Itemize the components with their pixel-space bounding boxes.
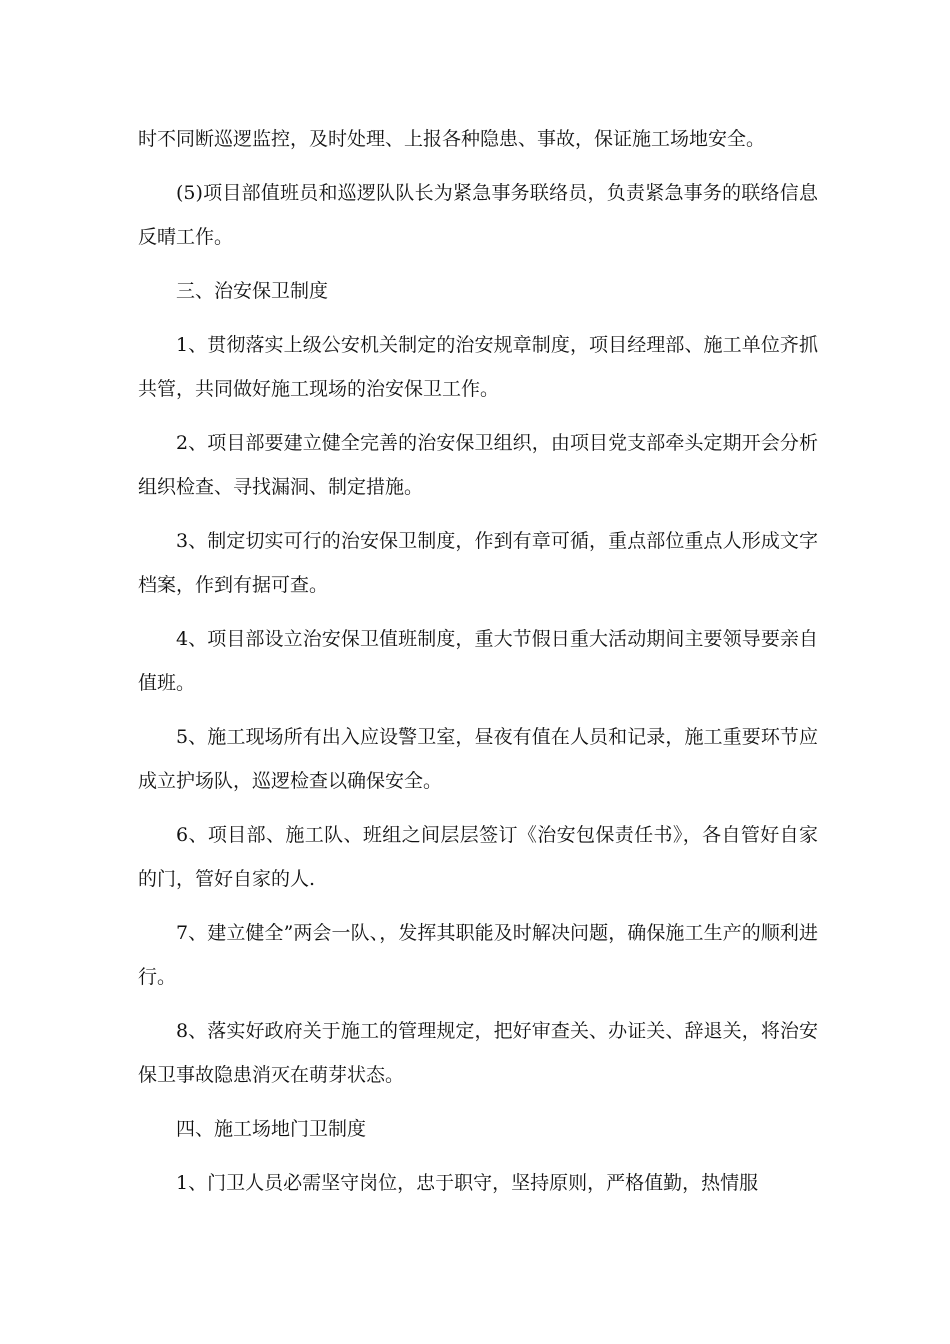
paragraph-security-8: 8、落实好政府关于施工的管理规定，把好审查关、办证关、辞退关，将治安保卫事故隐患消灭在萌芽状态。 xyxy=(138,1020,818,1086)
paragraph-security-4: 4、项目部设立治安保卫值班制度，重大节假日重大活动期间主要领导要亲自值班。 xyxy=(138,628,818,694)
paragraph-item-5: (5)项目部值班员和巡逻队队长为紧急事务联络员，负责紧急事务的联络信息反晴工作。 xyxy=(138,182,818,248)
paragraph-security-5: 5、施工现场所有出入应设警卫室，昼夜有值在人员和记录，施工重要环节应成立护场队，巡逻检查以确保安全。 xyxy=(138,726,818,792)
paragraph-security-7: 7、建立健全”两会一队、，发挥其职能及时解决问题，确保施工生产的顺利进行。 xyxy=(138,922,818,988)
paragraph-gate-1: 1、门卫人员必需坚守岗位，忠于职守，坚持原则，严格值勤，热情服 xyxy=(176,1172,759,1194)
paragraph-security-3: 3、制定切实可行的治安保卫制度，作到有章可循，重点部位重点人形成文字档案，作到有据可查。 xyxy=(138,530,818,596)
paragraph-security-1: 1、贯彻落实上级公安机关制定的治安规章制度，项目经理部、施工单位齐抓共管，共同做好施工现场的治安保卫工作。 xyxy=(138,334,818,400)
section-heading-security: 三、治安保卫制度 xyxy=(176,280,329,302)
paragraph-continuation: 时不同断巡逻监控，及时处理、上报各种隐患、事故，保证施工场地安全。 xyxy=(138,128,766,150)
paragraph-security-6: 6、项目部、施工队、班组之间层层签订《治安包保责任书》，各自管好自家的门，管好自家的人. xyxy=(138,824,818,890)
section-heading-gate: 四、施工场地门卫制度 xyxy=(176,1118,367,1140)
document-body xyxy=(138,117,818,1215)
paragraph-security-2: 2、项目部要建立健全完善的治安保卫组织，由项目党支部牵头定期开会分析组织检查、寻找漏洞、制定措施。 xyxy=(138,432,818,498)
